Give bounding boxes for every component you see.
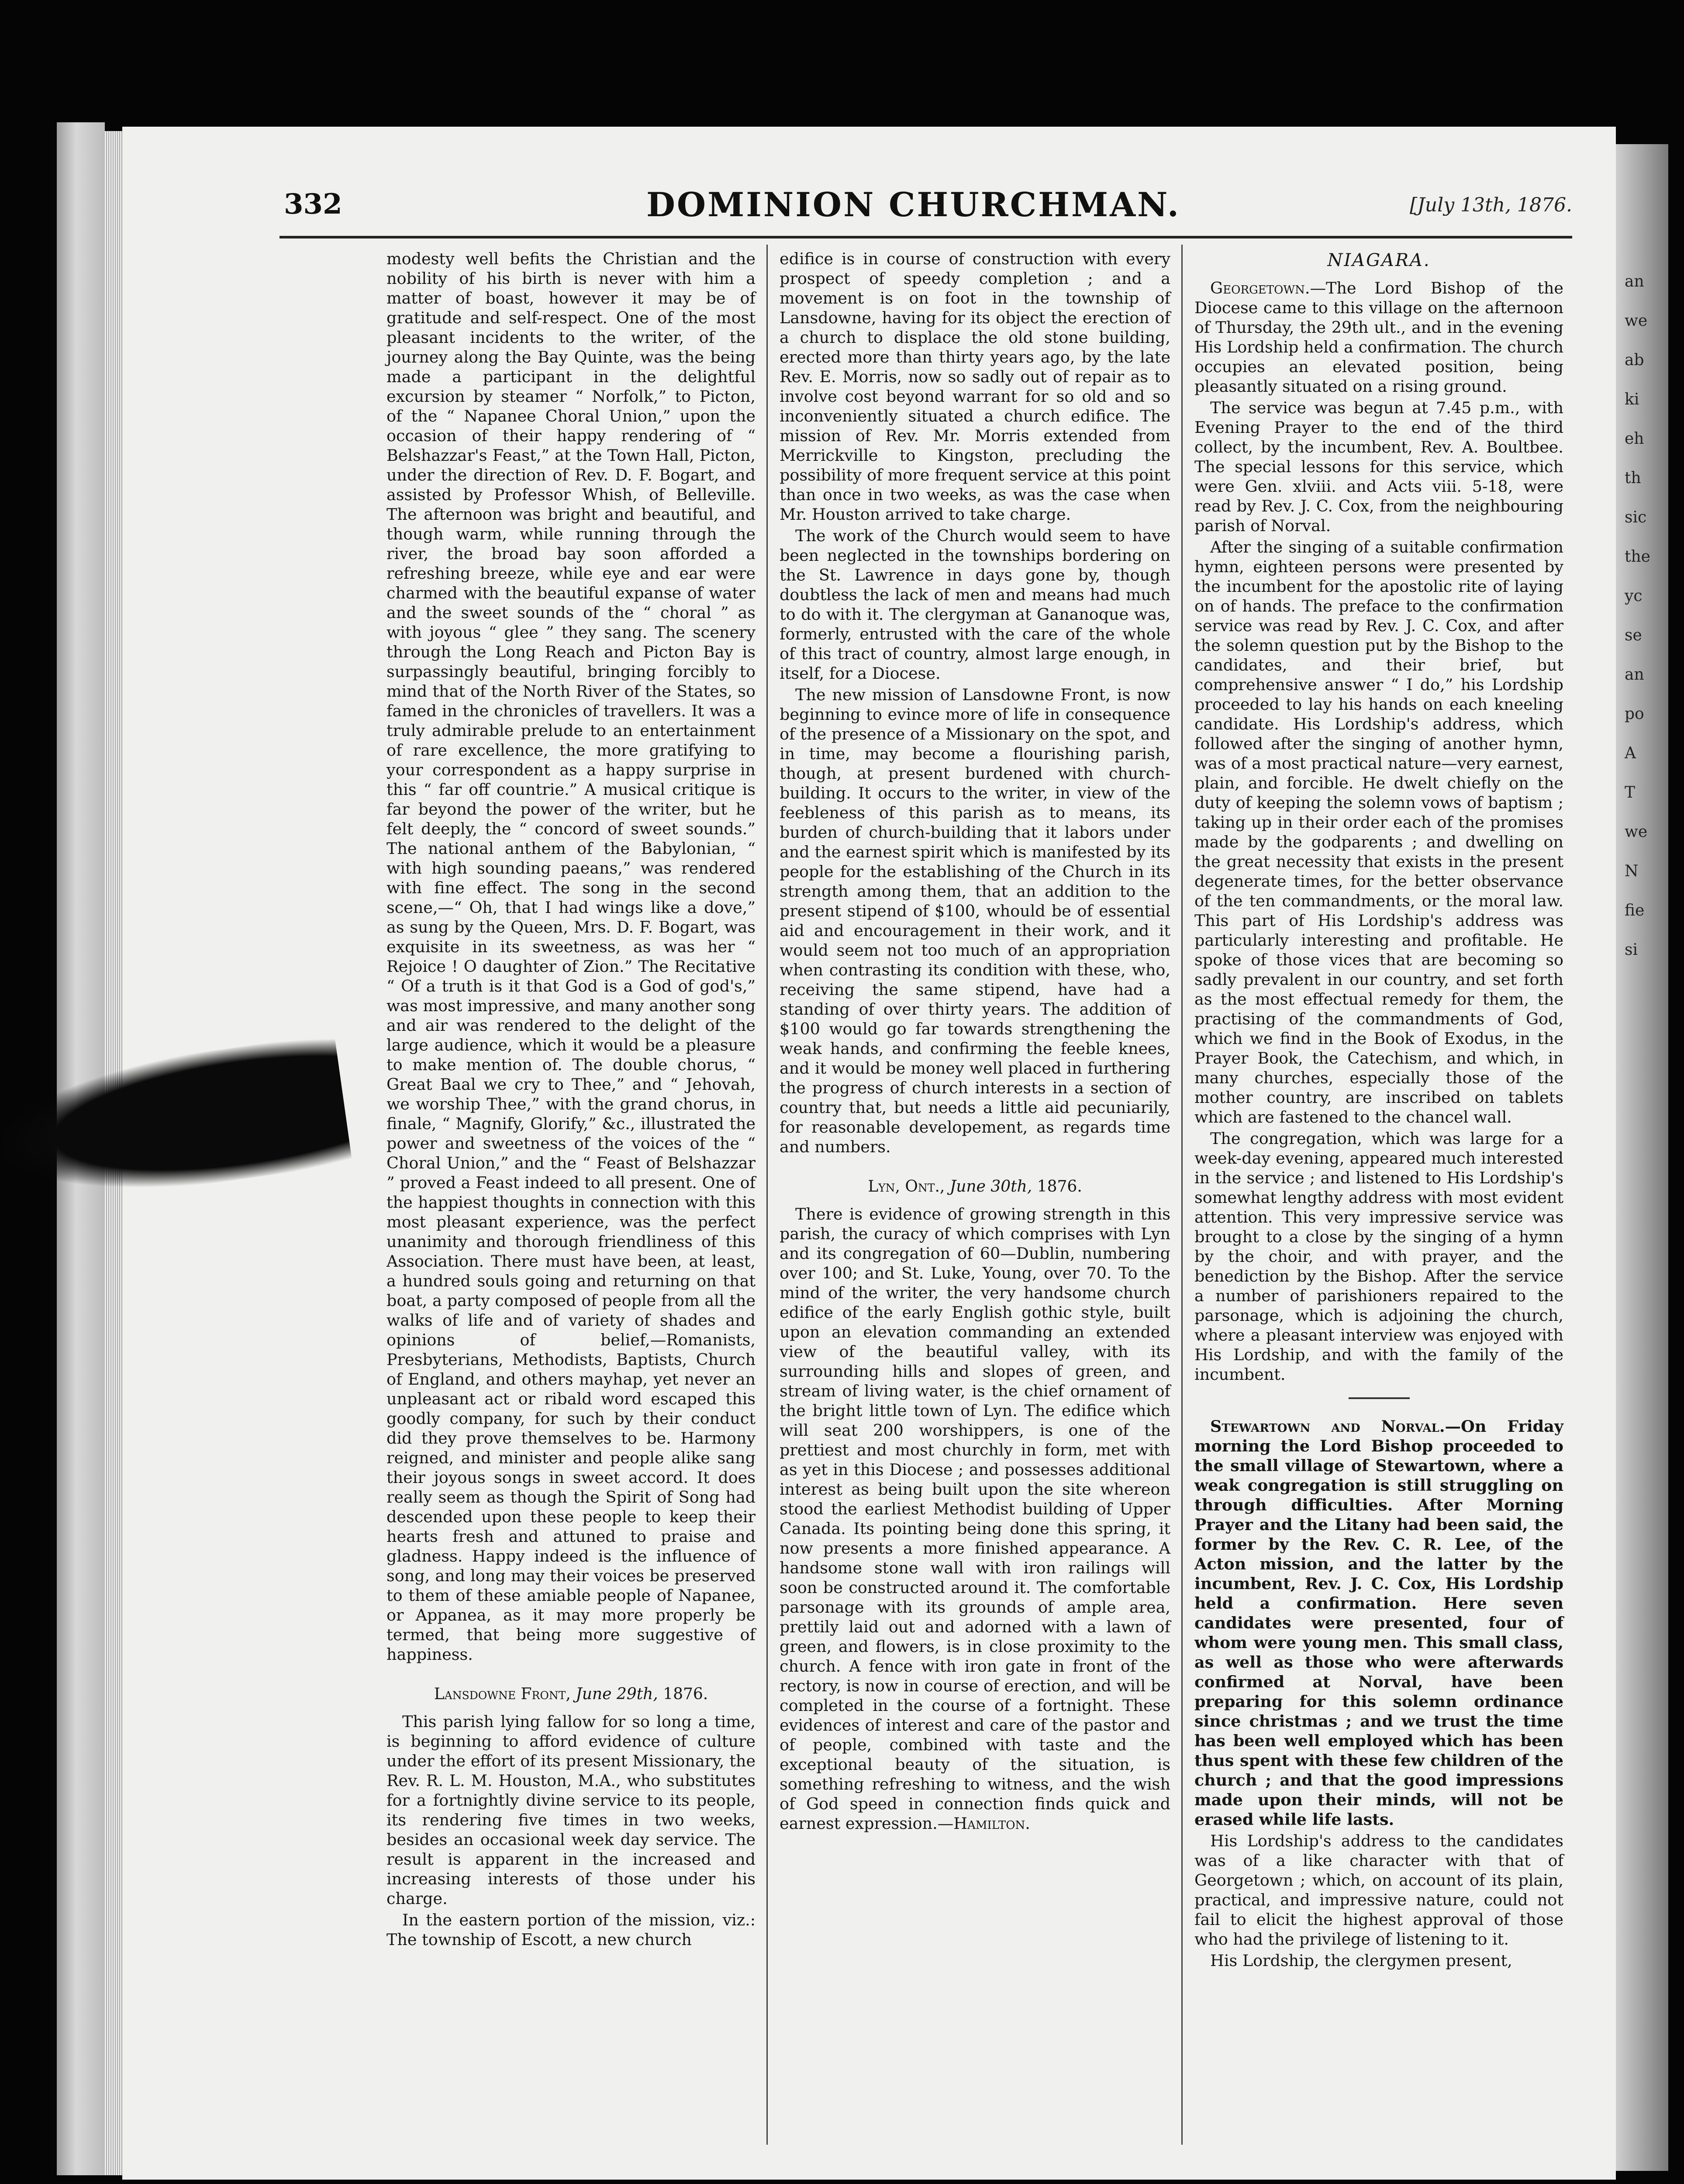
dateline-date: June 30th, [949, 1178, 1032, 1196]
article-paragraph: This parish lying fallow for so long a time, is beginning to afford evidence of culture under the effort of its present Missionary, the Rev. R. L. M. Houston, M.A., who substitutes for a fortnightly divine service to its people, its rendering five times in two weeks, besides an occasional week day service. The result is apparent in the increased and increasing interests of those under his charge. [386, 1712, 756, 1908]
article-signature: —Hamilton. [937, 1814, 1030, 1833]
masthead-rule [280, 236, 1572, 238]
edge-fragment: A [1625, 744, 1636, 762]
column-divider [766, 245, 768, 2145]
article-text: —On Friday morning the Lord Bishop proceeded to the small village of Stewartown, where a weak congregation is still struggling on through difficulties. After Morning Prayer and the Litany had been said, the former by the Rev. C. R. Lee, of the Acton mission, and the latter by the incumbent, Rev. J. C. Cox, His Lordship held a confirmation. Here seven candidates were presented, four of whom were young men. This small class, as well as those who were afterwards confirmed at Norval, have been preparing for this solemn ordinance since christmas ; and we trust the time has been well employed which has been thus spent with these few children of the church ; and that the good impressions made upon their minds, will not be erased while life lasts. [1194, 1417, 1563, 1829]
column-divider [1181, 245, 1183, 2145]
edge-fragment: sic [1625, 508, 1647, 526]
edge-fragment: th [1625, 469, 1641, 487]
article-paragraph [1194, 278, 1563, 396]
article-paragraph: His Lordship's address to the candidates was of a like character with that of Georgetown ; which, on account of its plain, practical, and impressive nature, could not fail to elicit the highest approval of those who had the privilege of listening to it. [1194, 1832, 1563, 1949]
dateline-place: Lyn, Ont., [868, 1178, 945, 1196]
section-title: NIAGARA. [1327, 250, 1431, 270]
article-paragraph: The congregation, which was large for a week-day evening, appeared much interested in the service ; and listened to His Lordship's somewhat lengthy address with most evident attention. This very impressive service was brought to a close by the singing of a hymn by the choir, and with prayer, and the benediction by the Bishop. After the service a number of parishioners repaired to the parsonage, which is adjoining the church, where a pleasant interview was enjoyed with His Lordship, and with the family of the incumbent. [1194, 1129, 1563, 1384]
page-number: 332 [284, 188, 342, 221]
article-text: —The Lord Bishop of the Diocese came to this village on the afternoon of Thursday, the 29th ult., and in the evening His Lordship held a confirmation. The church occupies an elevated position, being pleasantly situated on a rising ground. [1194, 279, 1563, 396]
edge-fragment: eh [1625, 430, 1644, 448]
dateline-year: 1876. [1037, 1178, 1082, 1196]
edge-fragment: N [1625, 862, 1639, 880]
facing-page-fragments [1625, 262, 1660, 970]
article-paragraph: edifice is in course of construction with every prospect of speedy completion ; and a movement is on foot in the township of Lansdowne, having for its object the erection of a church to displace the old stone building, erected more than thirty years ago, by the late Rev. E. Morris, now so sadly out of repair as to involve cost beyond warrant for so old and so inconveniently situated a church edifice. The mission of Rev. Mr. Morris extended from Merrickville to Kingston, precluding the possibility of more frequent service at this point than once in two weeks, as was the case when Mr. Houston arrived to take charge. [780, 249, 1170, 524]
edge-fragment: the [1625, 548, 1650, 566]
article-paragraph: After the singing of a suitable confirmation hymn, eighteen persons were presented by the incumbent for the apostolic rite of laying on of hands. The preface to the confirmation service was read by Rev. J. C. Cox, and after the solemn question put by the Bishop to the candidates, and their brief, but comprehensive answer “ I do,” his Lordship proceeded to lay his hands on each kneeling candidate. His Lordship's address, which followed after the singing of another hymn, was of a most practical nature—very earnest, plain, and forcible. He dwelt chiefly on the duty of keeping the solemn vows of baptism ; taking up in their order each of the promises made by the godparents ; and dwelling on the great necessity that exists in the present degenerate times, for the better observance of the ten commandments, or the moral law. This part of His Lordship's address was particularly interesting and profitable. He spoke of those vices that are becoming so sadly prevalent in our country, and set forth as the most effectual remedy for them, the practising of the commandments of God, which we find in the Book of Exodus, in the Prayer Book, the Catechism, and which, in many churches, especially those of the mother country, are inscribed on tablets which are fastened to the chancel wall. [1194, 538, 1563, 1127]
dateline-place: Lansdowne Front, [434, 1685, 571, 1703]
column-2 [780, 249, 1170, 1835]
article-paragraph: The service was begun at 7.45 p.m., with Evening Prayer to the end of the third collect, by the incumbent, Rev. A. Boultbee. The special lessons for this service, which were Gen. xlviii. and Acts viii. 5-18, were read by Rev. J. C. Cox, from the neighbouring parish of Norval. [1194, 398, 1563, 535]
paper-title: DOMINION CHURCHMAN. [646, 185, 1181, 224]
edge-fragment: we [1625, 312, 1648, 330]
column-3 [1194, 249, 1563, 1972]
section-rule [1349, 1397, 1410, 1399]
edge-fragment: T [1625, 784, 1636, 802]
edge-fragment: we [1625, 823, 1648, 841]
edge-fragment: si [1625, 941, 1638, 959]
article-paragraph: The work of the Church would seem to have been neglected in the townships bordering on the St. Lawrence in days gone by, though doubtless the lack of men and means had much to do with it. The clergyman at Gananoque was, formerly, entrusted with the care of the whole of this tract of country, almost large enough, in itself, for a Diocese. [780, 526, 1170, 683]
article-paragraph [1194, 1417, 1563, 1829]
edge-fragment: ki [1625, 390, 1639, 408]
edge-fragment: an [1625, 666, 1644, 684]
dateline [386, 1684, 756, 1704]
edge-fragment: po [1625, 705, 1644, 723]
masthead [284, 185, 1572, 236]
dateline [780, 1177, 1170, 1196]
issue-date: [July 13th, 1876. [1409, 194, 1572, 216]
article-text: There is evidence of growing strength in this parish, the curacy of which comprises with Lyn and its congregation of 60—Dublin, numbering over 100; and St. Luke, Young, over 70. To the mind of the writer, the very handsome church edifice of the early English gothic style, built upon an elevation commanding an extended view of the beautiful valley, with its surrounding hills and slopes of green, and stream of living water, is the chief ornament of the bright little town of Lyn. The edifice which will seat 200 worshippers, is one of the prettiest and most churchly in form, met with as yet in this Diocese ; and possesses additional interest as being built upon the site whereon stood the earliest Methodist building of Upper Canada. Its pointing being done this spring, it now presents a more finished appearance. A handsome stone wall with iron railings will soon be constructed around it. The comfortable parsonage with its grounds of ample area, prettily laid out and adorned with a lawn of green, and flowers, is in close proximity to the church. A fence with iron gate in front of the rectory, is now in course of erection, and will be completed in the course of a fortnight. These evidences of interest and care of the pastor and of people, combined with taste and the exceptional beauty of the situation, is something refreshing to witness, and the wish of God speed in connection finds quick and earnest expression. [780, 1205, 1170, 1833]
article-paragraph: The new mission of Lansdowne Front, is now beginning to evince more of life in consequence of the presence of a Missionary on the spot, and in time, may become a flourishing parish, though, at present burdened with church-building. It occurs to the writer, in view of the feebleness of this parish as to means, its burden of church-building that it labors under and the earnest spirit which is manifested by its people for the establishing of the Church in its strength among them, that an addition to the present stipend of $100, whould be of essential aid and encouragement in their work, and it would seem not too much of an appropriation when contrasting its condition with these, who, receiving the same stipend, have had a standing of over thirty years. The addition of $100 would go far towards strengthening the weak hands, and confirming the feeble knees, and it would be money well placed in furthering the progress of church interests in a section of country that, but needs a little aid pecuniarily, for reasonable developement, as regards time and numbers. [780, 685, 1170, 1156]
place-heading: Stewartown and Norval. [1210, 1417, 1445, 1436]
article-paragraph: modesty well befits the Christian and the nobility of his birth is never with him a matter of boast, however it may be of gratitude and self-respect. One of the most pleasant incidents to the writer, of the journey along the Bay Quinte, was the being made a participant in the delightful excursion by steamer “ Norfolk,” to Picton, of the “ Napanee Choral Union,” upon the occasion of their happy rendering of “ Belshazzar's Feast,” at the Town Hall, Picton, under the direction of Rev. D. F. Bogart, and assisted by Professor Whish, of Belleville. The afternoon was bright and beautiful, and though warm, while running through the river, the broad bay soon afforded a refreshing breeze, while eye and ear were charmed with the beautiful expanse of water and the sweet sounds of the “ choral ” as with joyous “ glee ” they sang. The scenery through the Long Reach and Picton Bay is surpassingly beautiful, bringing forcibly to mind that of the North River of the States, so famed in the chronicles of travellers. It was a truly admirable prelude to an entertainment of rare excellence, the more gratifying to your correspondent as a happy surprise in this “ far off countrie.” A musical critique is far beyond the power of the writer, but he felt deeply, the “ concord of sweet sounds.” The national anthem of the Babylonian, “ with high sounding paeans,” was rendered with fine effect. The song in the second scene,—“ Oh, that I had wings like a dove,” as sung by the Queen, Mrs. D. F. Bogart, was exquisite in its sweetness, as was her “ Rejoice ! O daughter of Zion.” The Recitative “ Of a truth is it that God is a God of god's,” was most impressive, and many another song and air was rendered to the delight of the large audience, which it would be a pleasure to make mention of. The double chorus, “ Great Baal we cry to Thee,” and “ Jehovah, we worship Thee,” with the grand chorus, in finale, “ Magnify, Glorify,” &c., illustrated the power and sweetness of the voices of the “ Choral Union,” and the “ Feast of Belshazzar ” proved a Feast indeed to all present. One of the happiest thoughts in connection with this most pleasant experience, was the perfect unanimity and thorough friendliness of this Association. There must have been, at least, a hundred souls going and returning on that boat, a party composed of people from all the walks of life and of variety of shades and opinions of belief,—Romanists, Presbyterians, Methodists, Baptists, Church of England, and others mayhap, yet never an unpleasant act or ribald word escaped this goodly company, for such by their conduct did they prove themselves to be. Harmony reigned, and minister and people alike sang their joyous songs in sweet accord. It does really seem as though the Spirit of Song had descended upon these people to keep their hearts fresh and attuned to praise and gladness. Happy indeed is the influence of song, and long may their voices be preserved to them of these amiable people of Napanee, or Appanea, as it may more properly be termed, that being more suggestive of happiness. [386, 249, 756, 1664]
article-paragraph: His Lordship, the clergymen present, [1210, 1951, 1512, 1970]
place-heading: Georgetown. [1210, 279, 1310, 297]
dateline-year: 1876. [663, 1685, 708, 1703]
edge-fragment: ab [1625, 351, 1644, 369]
dateline-date: June 29th, [576, 1685, 658, 1703]
edge-fragment: fie [1625, 902, 1645, 919]
column-1 [386, 249, 756, 1951]
edge-fragment: an [1625, 273, 1644, 290]
edge-fragment: yc [1625, 587, 1643, 605]
article-paragraph [780, 1204, 1170, 1833]
article-paragraph: In the eastern portion of the mission, viz.: The township of Escott, a new church [386, 1911, 756, 1949]
edge-fragment: se [1625, 626, 1642, 644]
